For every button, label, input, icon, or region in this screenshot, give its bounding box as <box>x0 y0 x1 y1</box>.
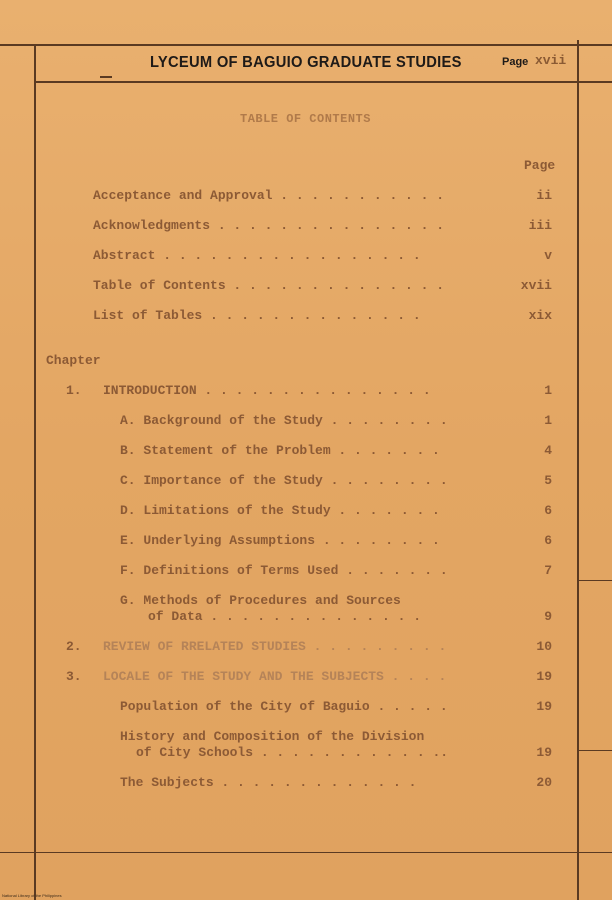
toc-entry-label: List of Tables . . . . . . . . . . . . . . <box>93 308 421 323</box>
right-tick-1 <box>577 580 612 581</box>
toc-entry-page: 10 <box>536 639 552 654</box>
chapter-label: Chapter <box>46 353 101 368</box>
toc-entry-label: Population of the City of Baguio . . . . . <box>120 699 448 714</box>
right-tick-2 <box>577 750 612 751</box>
toc-entry-label: Table of Contents . . . . . . . . . . . . . . <box>93 278 445 293</box>
toc-entry-page: 1 <box>544 413 552 428</box>
chapter-number: 2. <box>66 639 82 654</box>
frame-right <box>577 40 579 900</box>
toc-entry-label: E. Underlying Assumptions . . . . . . . . <box>120 533 440 548</box>
toc-entry-page: 6 <box>544 503 552 518</box>
footer-rule <box>0 852 612 853</box>
toc-entry-page: v <box>544 248 552 263</box>
header-page-number: xvii <box>535 53 567 68</box>
toc-entry-label: Abstract . . . . . . . . . . . . . . . . . <box>93 248 421 263</box>
header-page-label: Page <box>502 56 529 68</box>
frame-top <box>0 44 612 46</box>
toc-entry-page: 4 <box>544 443 552 458</box>
toc-entry-label: Acknowledgments . . . . . . . . . . . . . . . <box>93 218 445 233</box>
toc-entry-page: 1 <box>544 383 552 398</box>
page-column-label: Page <box>524 158 556 173</box>
toc-entry-label: REVIEW OF RRELATED STUDIES . . . . . . . . . <box>103 639 447 654</box>
toc-entry-page: 9 <box>544 609 552 624</box>
toc-entry-page: xix <box>528 308 552 323</box>
toc-entry-label: of Data . . . . . . . . . . . . . . <box>148 609 422 624</box>
header-title: LYCEUM OF BAGUIO GRADUATE STUDIES <box>150 54 462 71</box>
chapter-number: 1. <box>66 383 82 398</box>
toc-entry-page: 19 <box>536 699 552 714</box>
toc-entry-label: History and Composition of the Division <box>120 729 425 744</box>
toc-entry-label: The Subjects . . . . . . . . . . . . . <box>120 775 417 790</box>
chapter-number: 3. <box>66 669 82 684</box>
toc-entry-page: 7 <box>544 563 552 578</box>
toc-entry-label: C. Importance of the Study . . . . . . . . <box>120 473 448 488</box>
toc-entry-label: INTRODUCTION . . . . . . . . . . . . . . . <box>103 383 431 398</box>
toc-title: TABLE OF CONTENTS <box>240 112 371 126</box>
toc-entry-page: 20 <box>536 775 552 790</box>
toc-entry-label: Acceptance and Approval . . . . . . . . . . . <box>93 188 445 203</box>
toc-entry-label: A. Background of the Study . . . . . . . . <box>120 413 448 428</box>
toc-entry-label: of City Schools . . . . . . . . . . . .. <box>136 745 449 760</box>
toc-entry-page: 5 <box>544 473 552 488</box>
header-tick <box>100 76 112 78</box>
toc-entry-label: G. Methods of Procedures and Sources <box>120 593 401 608</box>
toc-entry-page: ii <box>536 188 552 203</box>
footer-credit: National Library of the Philippines <box>2 893 62 898</box>
toc-entry-label: F. Definitions of Terms Used . . . . . . . <box>120 563 448 578</box>
toc-entry-page: 6 <box>544 533 552 548</box>
header-rule <box>34 81 612 83</box>
toc-entry-page: xvii <box>520 278 552 293</box>
toc-entry-page: 19 <box>536 669 552 684</box>
toc-entry-page: 19 <box>536 745 552 760</box>
toc-entry-page: iii <box>528 218 552 233</box>
frame-left <box>34 44 36 900</box>
toc-entry-label: LOCALE OF THE STUDY AND THE SUBJECTS . . . . <box>103 669 447 684</box>
toc-entry-label: D. Limitations of the Study . . . . . . . <box>120 503 440 518</box>
toc-entry-label: B. Statement of the Problem . . . . . . . <box>120 443 440 458</box>
